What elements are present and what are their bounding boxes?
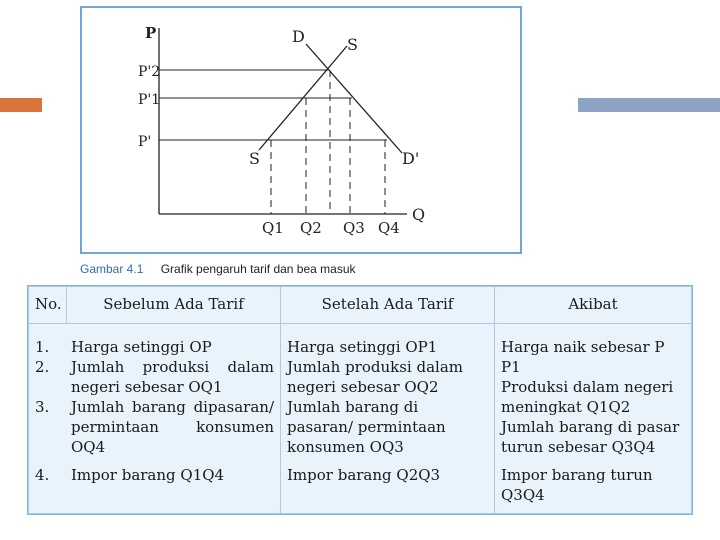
label-p2: P'2: [138, 64, 161, 80]
header-no: No.: [29, 287, 67, 324]
before-text: Jumlah barang dipasaran/ permintaan konsumen OQ4: [71, 397, 274, 456]
label-s-bottom: S: [249, 149, 260, 168]
list-item: [35, 338, 274, 358]
after-text: Jumlah produksi dalam negeri sebesar OQ2: [287, 357, 463, 396]
label-p: P: [145, 24, 157, 42]
label-q1: Q1: [262, 219, 284, 237]
before-text: Harga setinggi OP: [71, 338, 212, 356]
label-p1: P'1: [138, 92, 161, 108]
item-number: 1.: [35, 338, 50, 356]
column-before: [29, 324, 281, 514]
list-item: [35, 358, 274, 398]
caption-text: Grafik pengaruh tarif dan bea masuk: [160, 262, 356, 276]
label-q3: Q3: [343, 219, 365, 237]
after-text: Impor barang Q2Q3: [287, 465, 441, 484]
label-d-top: D: [292, 27, 305, 46]
list-item: [35, 398, 274, 458]
label-q4: Q4: [378, 219, 400, 237]
item-number: 4.: [35, 465, 50, 484]
effect-text: Harga naik sebesar P P1: [501, 338, 665, 376]
label-s-top: S: [347, 35, 358, 54]
list-item: [35, 466, 274, 486]
label-p0: P': [138, 134, 152, 150]
decorative-bar-left: [0, 98, 42, 112]
before-text: Jumlah produksi dalam negeri sebesar OQ1: [71, 357, 274, 396]
effect-text: Impor barang turun Q3Q4: [501, 465, 653, 504]
table-header-row: [29, 287, 692, 324]
table-body-row: [29, 324, 692, 514]
supply-demand-graph: [82, 8, 520, 252]
figure-frame: [80, 6, 522, 254]
item-number: 3.: [35, 397, 50, 416]
before-text: Impor barang Q1Q4: [71, 465, 225, 484]
effect-text: Produksi dalam negeri meningkat Q1Q2: [501, 377, 674, 416]
decorative-bar-right: [578, 98, 720, 112]
column-after: [281, 324, 495, 514]
header-before: Sebelum Ada Tarif: [67, 287, 281, 324]
item-number: 2.: [35, 357, 50, 376]
column-effect: [495, 324, 692, 514]
label-q2: Q2: [300, 219, 322, 237]
figure-caption: [80, 262, 356, 276]
label-q-axis: Q: [412, 205, 426, 224]
after-text: Jumlah barang di pasaran/ permintaan konsumen OQ3: [287, 397, 446, 456]
header-effect: Akibat: [495, 287, 692, 324]
caption-prefix: Gambar 4.1: [80, 262, 144, 276]
comparison-table: [27, 285, 693, 515]
after-text: Harga setinggi OP1: [287, 338, 438, 356]
effect-text: Jumlah barang di pasar turun sebesar Q3Q4: [501, 417, 680, 456]
label-d-bottom: D': [402, 149, 420, 168]
header-after: Setelah Ada Tarif: [281, 287, 495, 324]
